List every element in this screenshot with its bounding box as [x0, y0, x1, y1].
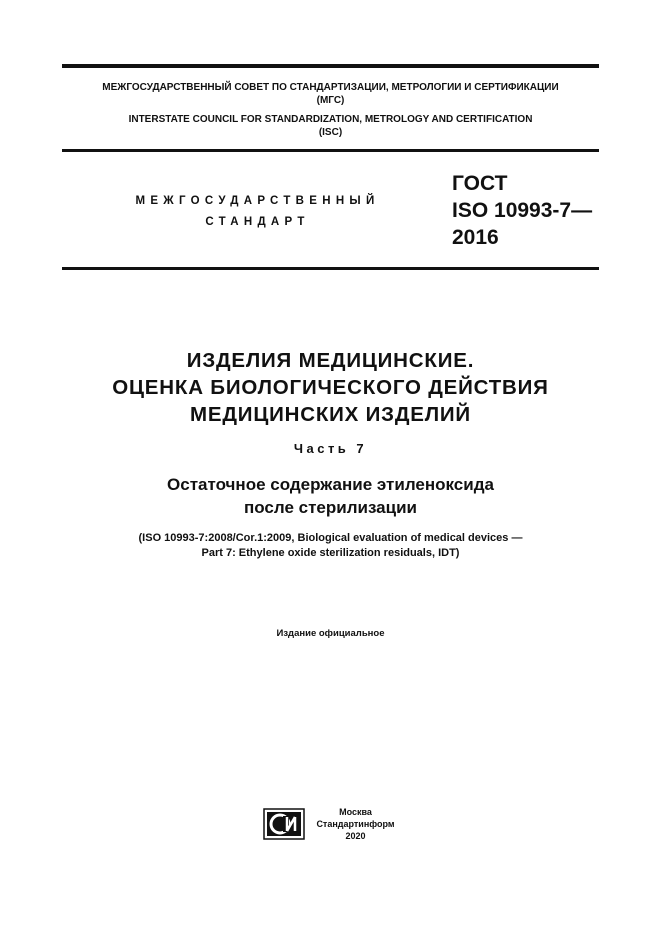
document-subtitle [40, 473, 621, 519]
publisher-city: Москва [339, 807, 372, 817]
middle-rule [62, 149, 599, 152]
standard-type [130, 191, 385, 233]
top-rule [62, 64, 599, 68]
council-abbr-en: (ISC) [318, 127, 343, 138]
title-line2: ОЦЕНКА БИОЛОГИЧЕСКОГО ДЕЙСТВИЯ [112, 376, 549, 399]
publisher-name: Стандартинформ [316, 819, 395, 829]
designation-line2: ISO 10993-7— [452, 199, 593, 222]
lower-rule [62, 267, 599, 270]
subtitle-line1: Остаточное содержание этиленоксида [167, 475, 494, 494]
standard-designation [452, 170, 592, 251]
subtitle-line2: после стерилизации [244, 498, 417, 517]
council-name-ru-line: МЕЖГОСУДАРСТВЕННЫЙ СОВЕТ ПО СТАНДАРТИЗАЦИИ, МЕТРОЛОГИИ И СЕРТИФИКАЦИИ [102, 82, 559, 93]
document-title [40, 347, 621, 428]
standartinform-logo-icon [263, 808, 305, 840]
title-line1: ИЗДЕЛИЯ МЕДИЦИНСКИЕ. [186, 349, 475, 372]
edition-note: Издание официальное [276, 628, 385, 639]
publication-year: 2020 [345, 831, 366, 841]
part-number: Часть 7 [293, 441, 368, 456]
title-line3: МЕДИЦИНСКИХ ИЗДЕЛИЙ [190, 403, 471, 426]
designation-line3: 2016 [452, 226, 499, 249]
iso-reference [40, 531, 621, 561]
council-name-en [62, 113, 599, 139]
publisher-block [308, 806, 403, 842]
council-name-ru [62, 81, 599, 107]
iso-reference-line2: Part 7: Ethylene oxide sterilization residuals, IDT) [201, 547, 460, 559]
council-abbr-ru: (МГС) [316, 95, 345, 106]
standard-type-line2: СТАНДАРТ [205, 216, 310, 228]
standard-type-line1: МЕЖГОСУДАРСТВЕННЫЙ [135, 195, 380, 207]
council-name-en-line: INTERSTATE COUNCIL FOR STANDARDIZATION, METROLOGY AND CERTIFICATION [128, 114, 533, 125]
designation-line1: ГОСТ [452, 172, 508, 195]
iso-reference-line1: (ISO 10993-7:2008/Cor.1:2009, Biological evaluation of medical devices — [138, 532, 523, 544]
